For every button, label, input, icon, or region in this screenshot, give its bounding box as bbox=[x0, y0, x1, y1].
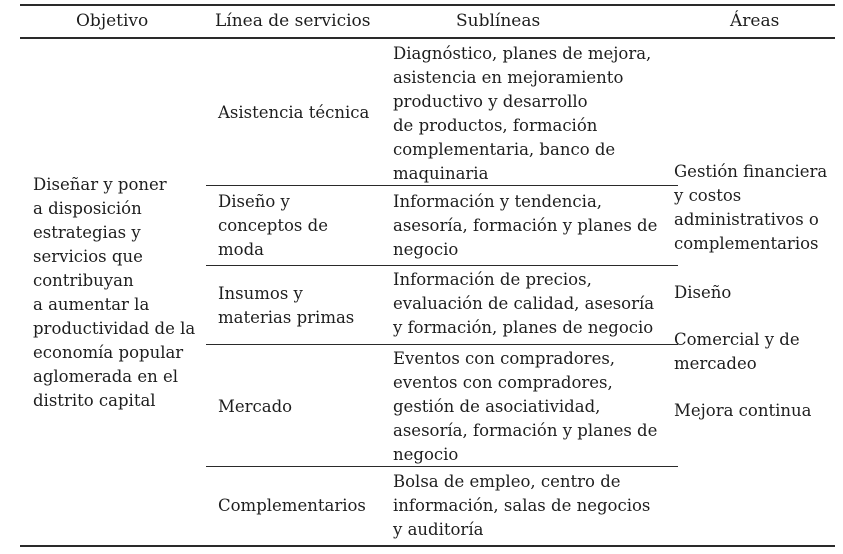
row-separator bbox=[206, 344, 678, 345]
sublineas-insumos: Información de precios, evaluación de calidad, asesoría y formación, planes de negocio bbox=[393, 270, 655, 337]
row-separator bbox=[206, 265, 678, 266]
header-sublineas: Sublíneas bbox=[456, 11, 541, 31]
linea-complementarios: Complementarios bbox=[218, 496, 366, 515]
header-objetivo: Objetivo bbox=[76, 11, 149, 31]
header-areas: Áreas bbox=[730, 11, 780, 31]
area-diseno: Diseño bbox=[674, 283, 732, 302]
table-top-rule bbox=[20, 4, 835, 6]
objetivo-text: Diseñar y poner a disposición estrategias y servicios que contribuyan a aumentar la productividad de la economía popular aglomerada en el distrito capital bbox=[33, 175, 196, 410]
linea-insumos: Insumos y materias primas bbox=[218, 284, 355, 327]
linea-asistencia-tecnica: Asistencia técnica bbox=[218, 103, 370, 122]
sublineas-diseno-moda: Información y tendencia, asesoría, formación y planes de negocio bbox=[393, 192, 658, 259]
area-gestion-financiera: Gestión financiera y costos administrativos o complementarios bbox=[674, 162, 828, 253]
table-bottom-rule bbox=[20, 545, 835, 547]
sublineas-mercado: Eventos con compradores, eventos con compradores, gestión de asociatividad, asesoría, formación y planes de negocio bbox=[393, 349, 658, 464]
linea-mercado: Mercado bbox=[218, 397, 293, 416]
linea-diseno-moda: Diseño y conceptos de moda bbox=[218, 192, 328, 259]
sublineas-asistencia-tecnica: Diagnóstico, planes de mejora, asistencia en mejoramiento productivo y desarrollo de productos, formación complementaria, banco de maquinaria bbox=[393, 44, 652, 183]
header-linea-de-servicios: Línea de servicios bbox=[215, 11, 371, 31]
area-comercial-mercadeo: Comercial y de mercadeo bbox=[674, 330, 800, 373]
services-table bbox=[20, 0, 835, 554]
sublineas-complementarios: Bolsa de empleo, centro de información, salas de negocios y auditoría bbox=[393, 472, 651, 539]
area-mejora-continua: Mejora continua bbox=[674, 401, 812, 420]
header-bottom-rule bbox=[20, 37, 835, 39]
